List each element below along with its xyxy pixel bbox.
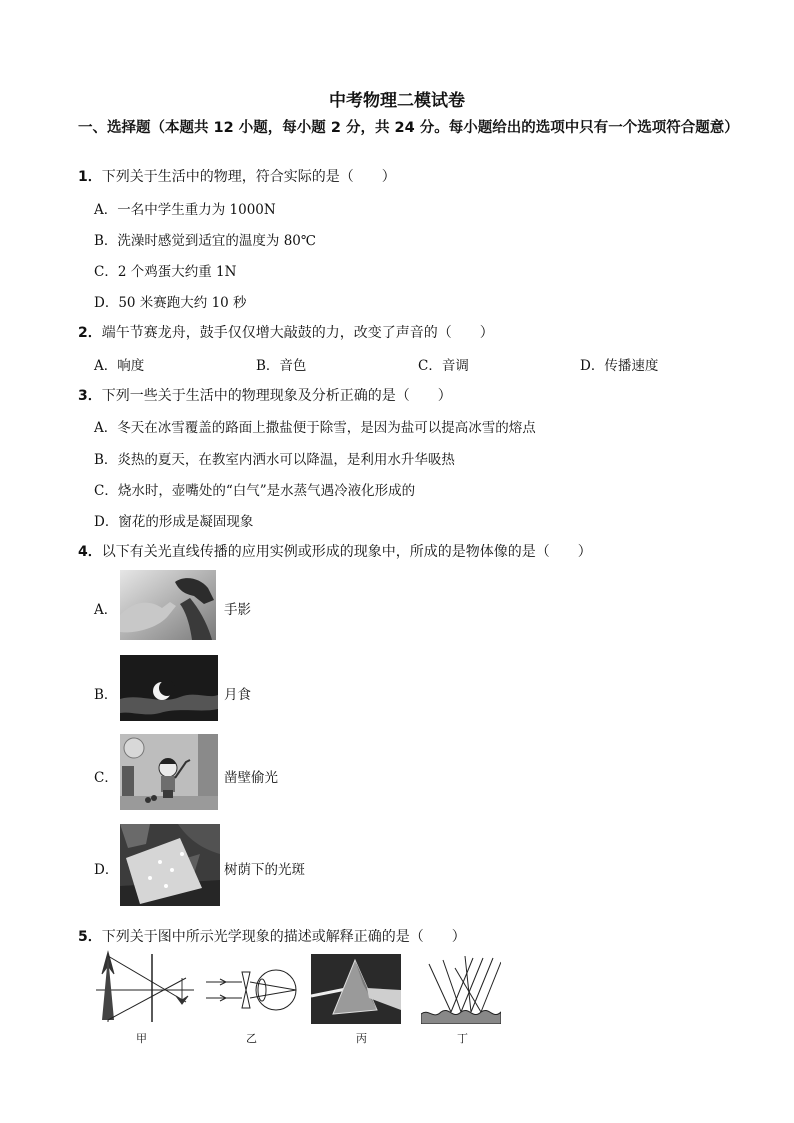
question-5 (78, 926, 466, 946)
q1-option-c: C．2 个鸡蛋大约重 1N (94, 264, 237, 280)
prism-dispersion-image (311, 954, 401, 1024)
q3-option-d: D．窗花的形成是凝固现象 (94, 514, 254, 530)
q3-option-b: B．炎热的夏天，在教室内洒水可以降温，是利用水升华吸热 (94, 452, 455, 468)
q2-options (94, 354, 742, 374)
q2-option-b: B．音色 (256, 358, 307, 374)
option-caption: 月食 (224, 687, 251, 703)
chisel-wall-image (120, 734, 218, 810)
option-caption: 凿壁偷光 (224, 770, 278, 786)
q2-option-c: C．音调 (418, 358, 469, 374)
question-number: 2． (78, 325, 102, 341)
question-2 (78, 322, 494, 342)
option-letter: A． (94, 602, 118, 618)
section-heading: 一、选择题（本题共 12 小题，每小题 2 分，共 24 分。每小题给出的选项中只有一个选项符合题意） (78, 120, 739, 136)
figure-label-bing: 丙 (356, 1032, 367, 1045)
question-stem: 以下有关光直线传播的应用实例或形成的现象中，所成的是物体像的是（ ） (101, 544, 592, 560)
question-stem: 端午节赛龙舟，鼓手仅仅增大敲鼓的力，改变了声音的（ ） (101, 325, 494, 341)
question-3 (78, 385, 452, 405)
question-number: 5． (78, 929, 102, 945)
option-caption: 手影 (224, 602, 251, 618)
question-stem: 下列一些关于生活中的物理现象及分析正确的是（ ） (101, 388, 452, 404)
question-4 (78, 541, 592, 561)
question-stem: 下列关于生活中的物理，符合实际的是（ ） (101, 169, 396, 185)
page-title: 中考物理二模试卷 (329, 91, 465, 111)
option-caption: 树荫下的光斑 (224, 862, 305, 878)
q1-option-a: A．一名中学生重力为 1000N (94, 202, 276, 218)
lunar-eclipse-image (120, 655, 218, 721)
figure-label-ding: 丁 (457, 1032, 468, 1045)
diffuse-reflection-diagram (421, 954, 501, 1024)
option-letter: D． (94, 862, 119, 878)
q3-option-c: C．烧水时，壶嘴处的“白气”是水蒸气遇冷液化形成的 (94, 483, 416, 499)
question-number: 1． (78, 169, 102, 185)
q2-option-a: A．响度 (94, 358, 145, 374)
q1-option-b: B．洗澡时感觉到适宜的温度为 80℃ (94, 233, 316, 249)
question-stem: 下列关于图中所示光学现象的描述或解释正确的是（ ） (101, 929, 466, 945)
figure-label-jia: 甲 (136, 1032, 147, 1045)
hand-shadow-image (120, 570, 216, 640)
question-1 (78, 166, 396, 186)
q3-option-a: A．冬天在冰雪覆盖的路面上撒盐便于除雪，是因为盐可以提高冰雪的熔点 (94, 420, 536, 436)
tree-shade-light-spots-image (120, 824, 220, 906)
pinhole-diagram (96, 950, 194, 1025)
figure-label-yi: 乙 (246, 1032, 257, 1045)
q1-option-d: D．50 米赛跑大约 10 秒 (94, 295, 247, 311)
question-number: 4． (78, 544, 102, 560)
eye-lens-diagram (206, 964, 302, 1016)
question-number: 3． (78, 388, 102, 404)
q2-option-d: D．传播速度 (580, 358, 659, 374)
option-letter: C． (94, 770, 118, 786)
option-letter: B． (94, 687, 118, 703)
